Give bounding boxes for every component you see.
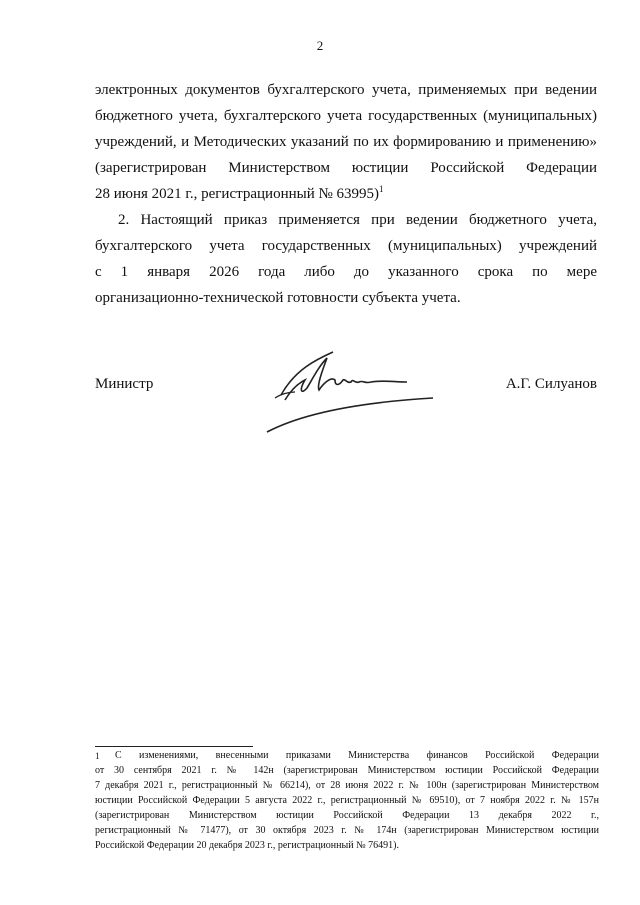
footnote-line: регистрационный № 71477), от 30 октября 2023 г. № 174н (зарегистрирован Министерством юстиции: [95, 825, 599, 836]
footnote-line: 7 декабря 2021 г., регистрационный № 66214), от 28 июня 2022 г. № 100н (зарегистрирован Министерством: [95, 780, 599, 791]
body-line: учреждений, и Методических указаний по их формированию и применению»: [95, 134, 597, 150]
footnote-line: от 30 сентября 2021 г. № 142н (зарегистрирован Министерством юстиции Российской Федерации: [95, 765, 599, 776]
handwritten-signature: [255, 340, 455, 440]
page-number: 2: [316, 38, 324, 53]
body-line: с 1 января 2026 года либо до указанного срока по мере: [95, 264, 597, 280]
footnote-mark: 1: [95, 751, 100, 761]
footnote-reference[interactable]: 1: [379, 184, 384, 194]
signer-title: Министр: [95, 376, 154, 392]
footnote-line: (зарегистрирован Министерством юстиции Российской Федерации 13 декабря 2022 г.,: [95, 810, 599, 821]
signer-name: А.Г. Силуанов: [505, 376, 597, 392]
body-text: 28 июня 2021 г., регистрационный № 63995): [95, 186, 380, 202]
body-line: 2. Настоящий приказ применяется при ведении бюджетного учета,: [118, 212, 597, 228]
footnote-line-last: Российской Федерации 20 декабря 2023 г., регистрационный № 76491).: [95, 840, 399, 851]
body-line: бюджетного учета, бухгалтерского учета государственных (муниципальных): [95, 108, 597, 124]
body-line: (зарегистрирован Министерством юстиции Российской Федерации: [95, 160, 597, 176]
body-line: электронных документов бухгалтерского учета, применяемых при ведении: [95, 82, 597, 98]
body-line: бухгалтерского учета государственных (муниципальных) учреждений: [95, 238, 597, 254]
footnote-line: юстиции Российской Федерации 5 августа 2022 г., регистрационный № 69510), от 7 ноября 2022 г. № 157н: [95, 795, 599, 806]
footnote-text: С изменениями, внесенными приказами Министерства финансов Российской Федерации: [115, 750, 599, 761]
body-line-last: [95, 185, 597, 203]
body-line-last: организационно-технической готовности субъекта учета.: [95, 290, 461, 306]
footnote-divider: [95, 746, 253, 747]
